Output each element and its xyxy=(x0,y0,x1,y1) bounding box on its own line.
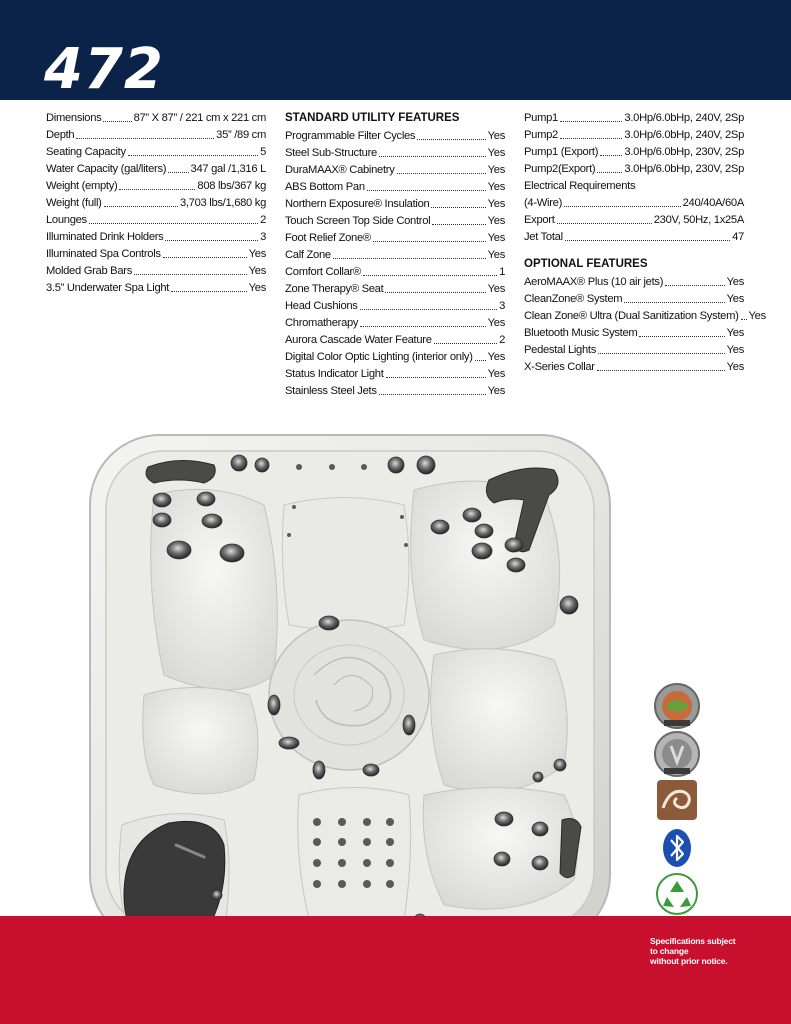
spec-row xyxy=(46,263,266,280)
spec-label: Seating Capacity xyxy=(46,146,126,158)
spec-label: Aurora Cascade Water Feature xyxy=(285,334,432,346)
spec-value: 47 xyxy=(732,231,744,243)
spec-value: 2 xyxy=(260,214,266,226)
dot-leader xyxy=(560,138,622,139)
standard-feature-row xyxy=(285,128,505,145)
standard-feature-row xyxy=(285,366,505,383)
optional-feature-row xyxy=(524,342,744,359)
standard-feature-row xyxy=(285,247,505,264)
dot-leader xyxy=(417,139,485,140)
spec-label: Clean Zone® Ultra (Dual Sanitization System) xyxy=(524,310,739,322)
spec-row xyxy=(46,246,266,263)
spec-label: Touch Screen Top Side Control xyxy=(285,215,431,227)
spec-label: Depth xyxy=(46,129,75,141)
electrical-row xyxy=(524,229,744,246)
dot-leader xyxy=(171,291,247,292)
optional-feature-row xyxy=(524,359,744,376)
optional-feature-row xyxy=(524,291,744,308)
spec-label: Jet Total xyxy=(524,231,563,243)
spec-value: Yes xyxy=(248,282,266,294)
spec-label: AeroMAAX® Plus (10 air jets) xyxy=(524,276,664,288)
dot-leader xyxy=(564,206,681,207)
spec-value: Yes xyxy=(487,368,505,380)
spec-value: 3 xyxy=(499,300,505,312)
spec-value: Yes xyxy=(487,283,505,295)
pump-row xyxy=(524,110,744,127)
dot-leader xyxy=(168,172,188,173)
standard-feature-row xyxy=(285,179,505,196)
dot-leader xyxy=(104,206,178,207)
spec-value: Yes xyxy=(726,361,744,373)
spec-label: Pump1 xyxy=(524,112,558,124)
spec-label: Lounges xyxy=(46,214,87,226)
dot-leader xyxy=(333,258,486,259)
spec-value: 3.0Hp/6.0bHp, 230V, 2Sp xyxy=(624,163,744,175)
spec-value: Yes xyxy=(726,327,744,339)
spec-label: Status Indicator Light xyxy=(285,368,384,380)
spa-top-view-image xyxy=(84,425,624,955)
spec-value: 3.0Hp/6.0bHp, 240V, 2Sp xyxy=(624,112,744,124)
spec-value: Yes xyxy=(487,317,505,329)
standard-feature-row xyxy=(285,264,505,281)
spec-label: Head Cushions xyxy=(285,300,358,312)
spec-value: Yes xyxy=(487,249,505,261)
spec-label: Programmable Filter Cycles xyxy=(285,130,416,142)
spec-column-dimensions xyxy=(46,110,266,297)
dot-leader xyxy=(624,302,724,303)
pump-row xyxy=(524,161,744,178)
spec-value: Yes xyxy=(248,248,266,260)
spec-value: Yes xyxy=(248,265,266,277)
spec-value: 808 lbs/367 kg xyxy=(197,180,266,192)
spec-value: Yes xyxy=(726,293,744,305)
spec-label: Pump1 (Export) xyxy=(524,146,599,158)
dot-leader xyxy=(741,319,747,320)
spec-value: Yes xyxy=(487,181,505,193)
spec-label: Stainless Steel Jets xyxy=(285,385,377,397)
spec-value: Yes xyxy=(487,351,505,363)
spec-value: Yes xyxy=(726,344,744,356)
dot-leader xyxy=(434,343,497,344)
optional-feature-row xyxy=(524,274,744,291)
spec-value: 5 xyxy=(260,146,266,158)
spec-value: Yes xyxy=(487,164,505,176)
spec-row xyxy=(46,212,266,229)
spec-value: Yes xyxy=(487,232,505,244)
excellence-award-seal-icon xyxy=(650,680,704,734)
spec-label: ABS Bottom Pan xyxy=(285,181,365,193)
spec-row xyxy=(46,178,266,195)
dot-leader xyxy=(597,172,622,173)
dot-leader xyxy=(598,353,725,354)
spec-value: 3 xyxy=(260,231,266,243)
excellence-award-silver-seal-icon xyxy=(650,728,704,782)
spec-label: Bluetooth Music System xyxy=(524,327,638,339)
spec-value: 3.0Hp/6.0bHp, 230V, 2Sp xyxy=(624,146,744,158)
spec-label: Illuminated Drink Holders xyxy=(46,231,164,243)
dot-leader xyxy=(432,224,485,225)
dot-leader xyxy=(134,274,247,275)
electrical-row xyxy=(524,212,744,229)
standard-feature-row xyxy=(285,162,505,179)
spec-value: 347 gal /1,316 L xyxy=(190,163,266,175)
standard-feature-row xyxy=(285,349,505,366)
spec-label: Molded Grab Bars xyxy=(46,265,132,277)
model-number: 472 xyxy=(44,37,164,102)
dot-leader xyxy=(565,240,730,241)
disclaimer: Specifications subject to change without prior notice. xyxy=(650,936,736,966)
standard-feature-row xyxy=(285,281,505,298)
optional-features-heading: OPTIONAL FEATURES xyxy=(524,258,648,270)
dot-leader xyxy=(367,190,486,191)
standard-feature-row xyxy=(285,145,505,162)
spec-label: Pedestal Lights xyxy=(524,344,596,356)
dot-leader xyxy=(397,173,486,174)
dot-leader xyxy=(163,257,247,258)
dot-leader xyxy=(379,156,486,157)
dot-leader xyxy=(76,138,214,139)
spec-column-pumps-optional xyxy=(524,110,766,376)
spec-row xyxy=(46,229,266,246)
spec-row xyxy=(46,110,266,127)
spec-row xyxy=(46,195,266,212)
spec-label: CleanZone® System xyxy=(524,293,623,305)
electrical-row xyxy=(524,195,744,212)
spec-label: (4-Wire) xyxy=(524,197,562,209)
dot-leader xyxy=(165,240,258,241)
spec-value: 87” X 87” / 221 cm x 221 cm xyxy=(133,112,266,124)
standard-feature-row xyxy=(285,213,505,230)
dot-leader xyxy=(363,275,497,276)
pump-row xyxy=(524,144,744,161)
spec-value: 1 xyxy=(499,266,505,278)
spec-value: 3.0Hp/6.0bHp, 240V, 2Sp xyxy=(624,129,744,141)
spec-row xyxy=(46,161,266,178)
spec-label: Weight (empty) xyxy=(46,180,118,192)
dot-leader xyxy=(360,309,497,310)
optional-feature-row xyxy=(524,325,744,342)
dot-leader xyxy=(665,285,725,286)
dot-leader xyxy=(597,370,725,371)
spec-value: 230V, 50Hz, 1x25A xyxy=(653,214,744,226)
spec-value: Yes xyxy=(487,215,505,227)
spec-label: Foot Relief Zone® xyxy=(285,232,371,244)
dot-leader xyxy=(385,292,485,293)
dot-leader xyxy=(128,155,258,156)
pump-row xyxy=(524,127,744,144)
spec-value: 2 xyxy=(499,334,505,346)
spec-value: Yes xyxy=(487,198,505,210)
dot-leader xyxy=(600,155,622,156)
spec-label: Export xyxy=(524,214,555,226)
spec-row xyxy=(46,127,266,144)
dot-leader xyxy=(560,121,622,122)
standard-features-heading: STANDARD UTILITY FEATURES xyxy=(285,112,460,124)
spec-label: X-Series Collar xyxy=(524,361,595,373)
spec-label: Weight (full) xyxy=(46,197,102,209)
standard-feature-row xyxy=(285,230,505,247)
standard-feature-row xyxy=(285,298,505,315)
spec-label: 3.5” Underwater Spa Light xyxy=(46,282,170,294)
spec-row xyxy=(46,280,266,297)
standard-feature-row xyxy=(285,315,505,332)
dot-leader xyxy=(557,223,652,224)
electrical-heading: Electrical Requirements xyxy=(524,180,636,192)
spec-label: Northern Exposure® Insulation xyxy=(285,198,430,210)
dot-leader xyxy=(475,360,486,361)
spec-label: Calf Zone xyxy=(285,249,331,261)
spec-row xyxy=(46,144,266,161)
spec-label: Pump2(Export) xyxy=(524,163,596,175)
spec-value: Yes xyxy=(487,130,505,142)
spec-value: 35” /89 cm xyxy=(216,129,266,141)
spec-label: Water Capacity (gal/liters) xyxy=(46,163,167,175)
spec-value: Yes xyxy=(487,385,505,397)
spec-value: Yes xyxy=(748,310,766,322)
spec-label: Comfort Collar® xyxy=(285,266,361,278)
optional-feature-row xyxy=(524,308,766,325)
spec-label: Chromatherapy xyxy=(285,317,359,329)
dot-leader xyxy=(373,241,486,242)
dot-leader xyxy=(431,207,485,208)
spec-label: Zone Therapy® Seat xyxy=(285,283,384,295)
spec-label: Pump2 xyxy=(524,129,558,141)
dot-leader xyxy=(119,189,195,190)
spec-label: Illuminated Spa Controls xyxy=(46,248,161,260)
dot-leader xyxy=(360,326,485,327)
spec-value: 240/40A/60A xyxy=(682,197,744,209)
recycle-icon xyxy=(650,872,704,916)
bluetooth-icon xyxy=(650,826,704,870)
dot-leader xyxy=(379,394,486,395)
dot-leader xyxy=(386,377,486,378)
spec-value: 3,703 lbs/1,680 kg xyxy=(179,197,266,209)
standard-feature-row xyxy=(285,332,505,349)
standard-feature-row xyxy=(285,196,505,213)
spec-label: DuraMAAX® Cabinetry xyxy=(285,164,395,176)
spec-value: Yes xyxy=(726,276,744,288)
dot-leader xyxy=(103,121,131,122)
wave-logo-icon xyxy=(650,778,704,822)
spec-value: Yes xyxy=(487,147,505,159)
footer-band xyxy=(0,916,791,1024)
spec-column-standard-features xyxy=(285,110,505,400)
spec-label: Steel Sub-Structure xyxy=(285,147,377,159)
spec-label: Dimensions xyxy=(46,112,102,124)
dot-leader xyxy=(89,223,258,224)
spec-label: Digital Color Optic Lighting (interior only) xyxy=(285,351,473,363)
standard-feature-row xyxy=(285,383,505,400)
spa-illustration xyxy=(84,425,624,955)
dot-leader xyxy=(639,336,724,337)
